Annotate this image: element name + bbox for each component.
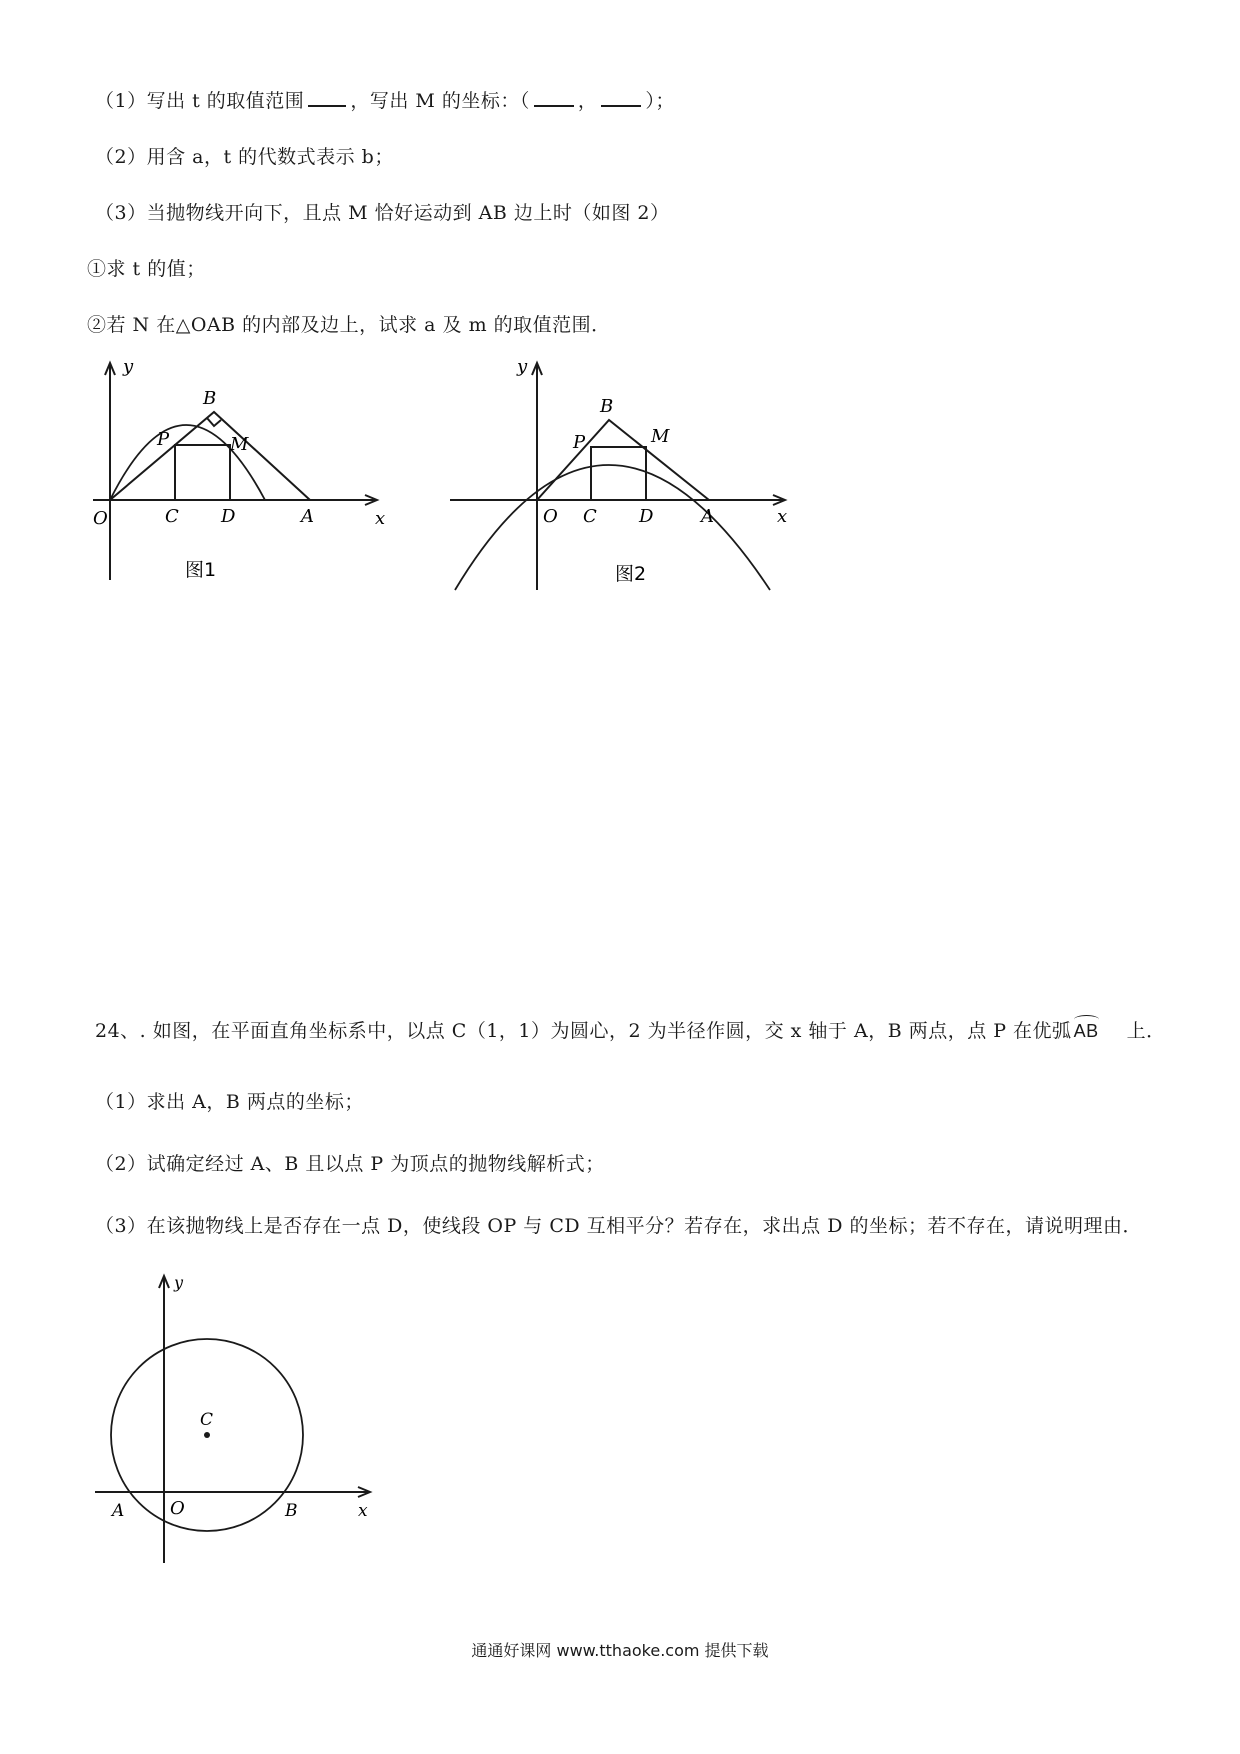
fig2-square	[591, 447, 646, 500]
fig2-label-x: x	[777, 506, 788, 527]
fig2-label-o: O	[543, 506, 558, 527]
fig2-label-d: D	[639, 506, 654, 527]
fig1-label-m: M	[230, 434, 249, 455]
circle-fig-label-y: y	[174, 1273, 184, 1292]
fig1-label-x: x	[375, 508, 386, 529]
fig2-caption: 图2	[615, 563, 647, 585]
q24-part1: （1）求出 A，B 两点的坐标；	[95, 1091, 364, 1113]
q24-stem-end: 上．	[1126, 1020, 1166, 1042]
fig2-label-y: y	[517, 356, 528, 377]
major-arc-ab: AB	[1073, 1021, 1099, 1041]
blank-m-x	[534, 89, 574, 107]
circle-fig-label-a: A	[112, 1501, 125, 1521]
fig1-label-y: y	[123, 356, 134, 377]
circle-fig-label-c: C	[200, 1410, 214, 1430]
fig1-label-o: O	[93, 508, 108, 529]
fig1-triangle	[110, 412, 310, 500]
figure-2	[445, 350, 790, 595]
fig1-label-d: D	[221, 506, 236, 527]
q23-part3-sub1: ①求 t 的值；	[87, 258, 206, 280]
fig1-caption: 图1	[185, 559, 217, 581]
q24-stem-text: 24、. 如图，在平面直角坐标系中，以点 C（1，1）为圆心，2 为半径作圆，交 x 轴于 A，B 两点，点 P 在优弧	[95, 1020, 1072, 1042]
fig2-label-c: C	[583, 506, 597, 527]
blank-m-y	[601, 89, 641, 107]
fig1-label-b: B	[203, 388, 217, 409]
fig1-label-a: A	[301, 506, 314, 527]
q24-part2: （2）试确定经过 A、B 且以点 P 为顶点的抛物线解析式；	[95, 1153, 605, 1175]
fig1-label-p: P	[157, 429, 170, 450]
figure-circle	[90, 1268, 380, 1568]
q23-part1-text-d: ）；	[645, 90, 675, 112]
page-footer: 通通好课网 www.tthaoke.com 提供下载	[471, 1641, 769, 1660]
fig1-square	[175, 445, 230, 500]
q23-part1-text-b: ，写出 M 的坐标：（	[350, 90, 530, 112]
q23-part1-text-c: ，	[577, 90, 598, 112]
circle-fig-label-x: x	[358, 1501, 368, 1521]
fig2-triangle	[537, 420, 709, 500]
fig2-label-b: B	[600, 396, 614, 417]
q23-part1-text-a: （1）写出 t 的取值范围	[95, 90, 305, 112]
q24-part3: （3）在该抛物线上是否存在一点 D，使线段 OP 与 CD 互相平分？若存在，求出点 D 的坐标；若不存在，请说明理由．	[95, 1215, 1142, 1237]
circle-fig-label-b: B	[285, 1501, 298, 1521]
q23-part2: （2）用含 a，t 的代数式表示 b；	[95, 146, 394, 168]
fig1-right-angle-mark	[207, 418, 221, 426]
center-point-c	[204, 1432, 210, 1438]
fig2-label-p: P	[573, 432, 586, 453]
fig1-label-c: C	[165, 506, 179, 527]
blank-t-range	[308, 89, 346, 107]
q23-part1	[95, 86, 675, 113]
fig2-parabola	[455, 465, 770, 590]
q24-stem	[95, 1016, 1166, 1043]
figure-1	[85, 350, 395, 590]
q23-part3: （3）当抛物线开向下，且点 M 恰好运动到 AB 边上时（如图 2）	[95, 202, 670, 224]
fig2-label-a: A	[701, 506, 714, 527]
circle-fig-label-o: O	[170, 1498, 185, 1519]
q23-part3-sub2: ②若 N 在△OAB 的内部及边上，试求 a 及 m 的取值范围．	[87, 314, 611, 336]
fig2-label-m: M	[651, 426, 670, 447]
